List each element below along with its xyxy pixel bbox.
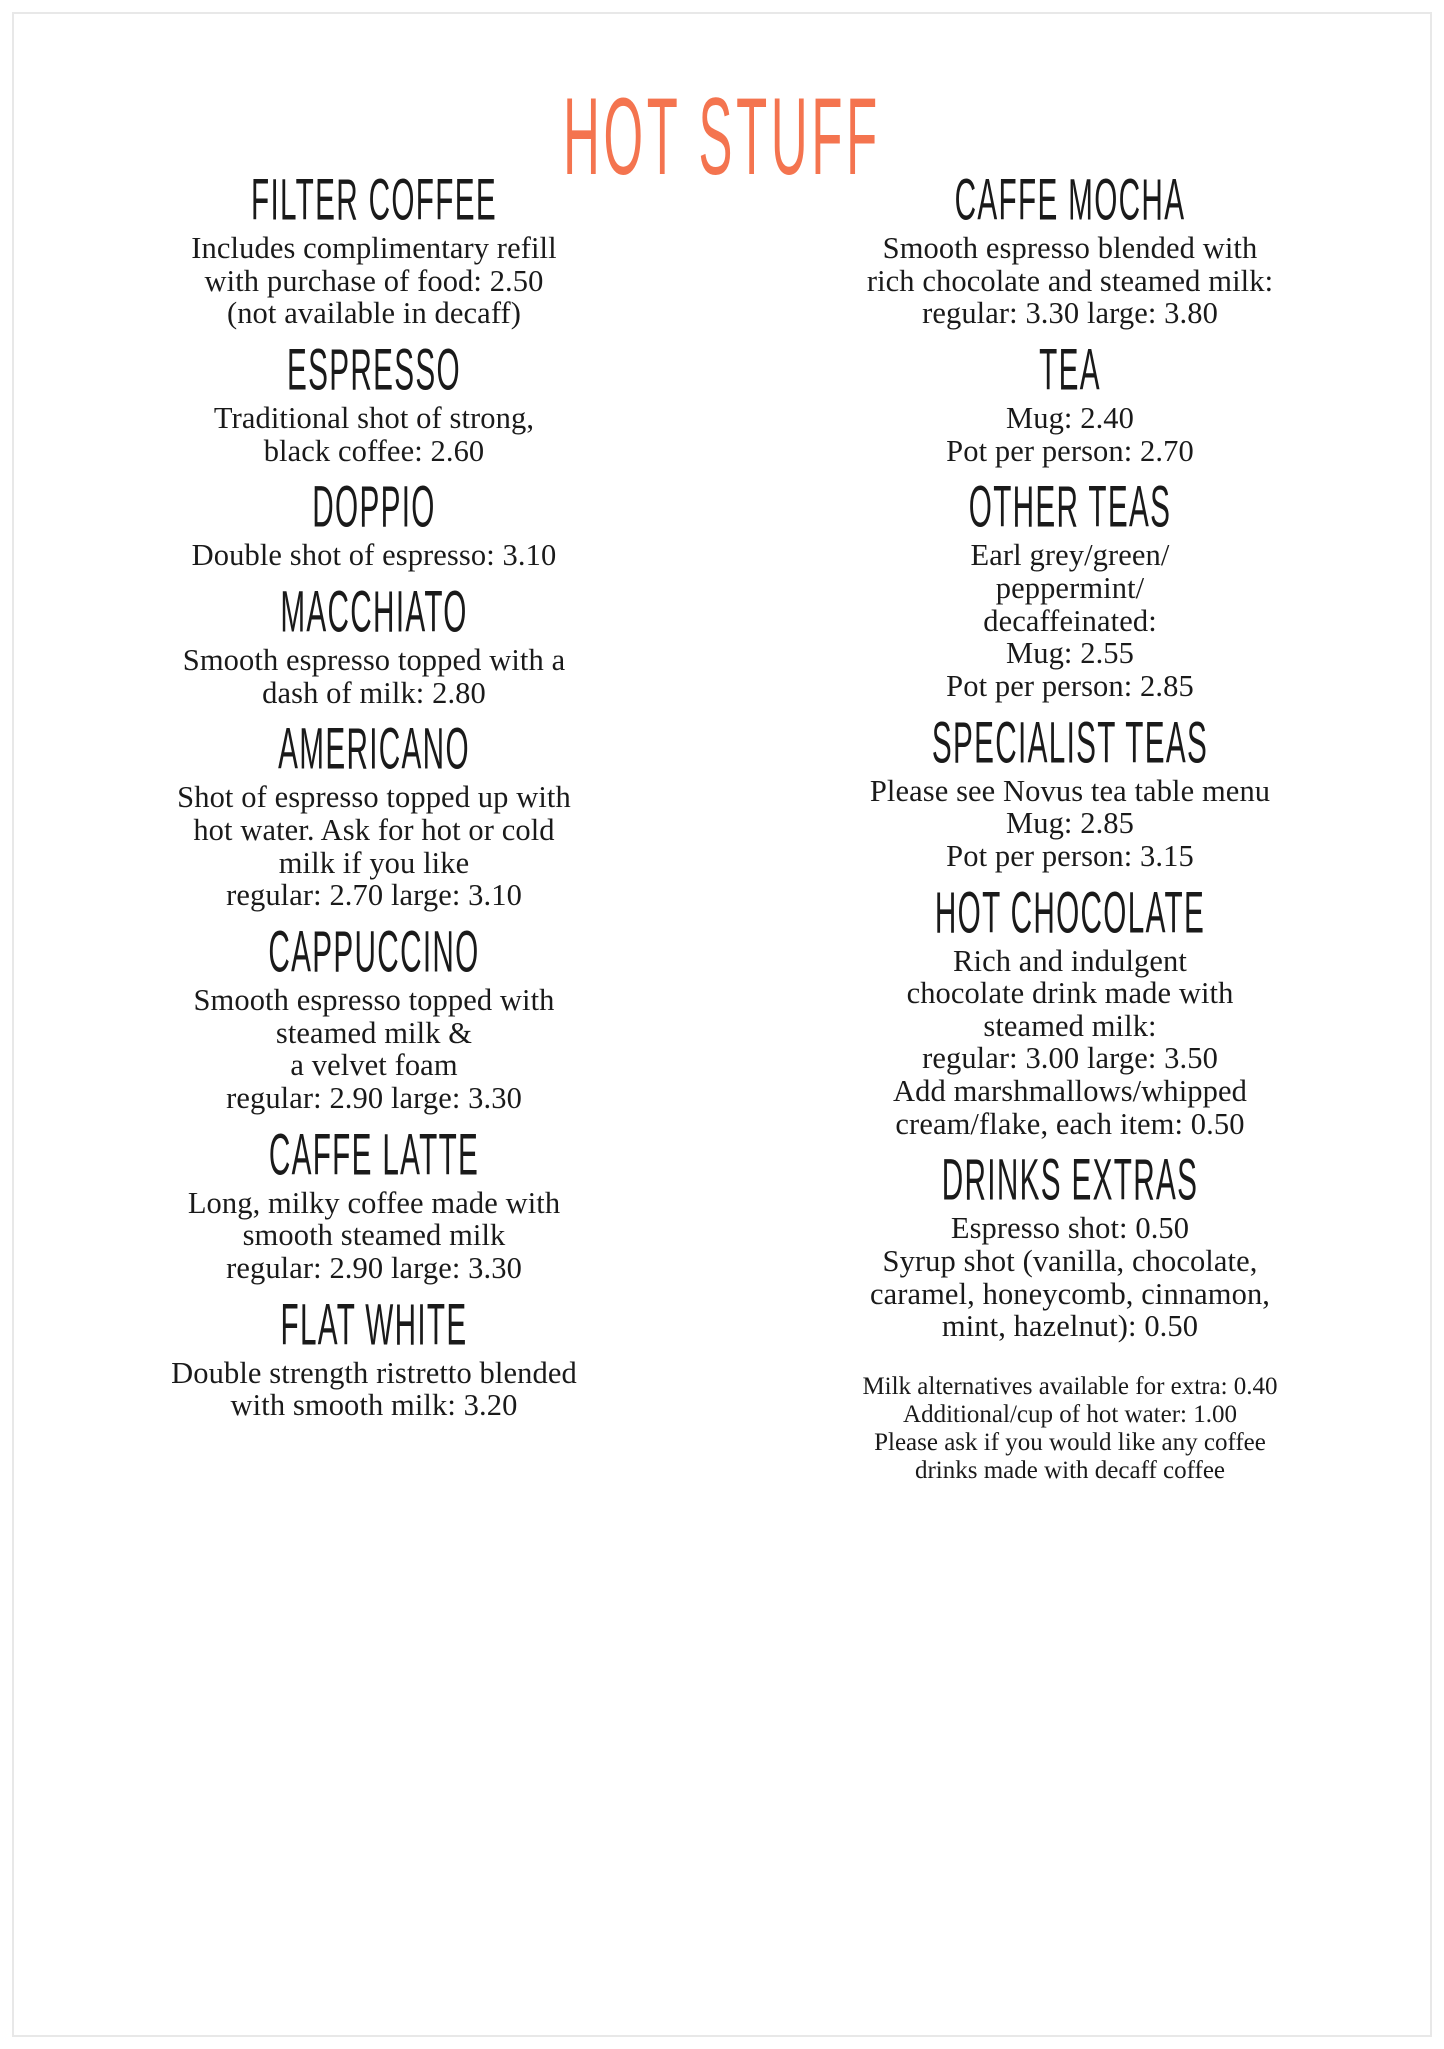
menu-item-americano bbox=[44, 715, 704, 913]
menu-item-line: Smooth espresso topped with a bbox=[182, 643, 566, 678]
footnote-line: Please ask if you would like any coffee bbox=[874, 1428, 1266, 1456]
menu-item-line: regular: 2.90 large: 3.30 bbox=[226, 1080, 522, 1115]
menu-item-name: TEA bbox=[1039, 336, 1101, 403]
menu-item-description bbox=[44, 781, 704, 912]
menu-item-line: Please see Novus tea table menu bbox=[869, 773, 1271, 808]
footnotes bbox=[740, 1373, 1400, 1485]
menu-item-name: OTHER TEAS bbox=[968, 473, 1172, 540]
menu-item-name: SPECIALIST TEAS bbox=[931, 708, 1209, 776]
menu-item-name: ESPRESSO bbox=[287, 336, 461, 403]
menu-item-line: peppermint/ bbox=[995, 571, 1145, 606]
menu-item-description bbox=[44, 1187, 704, 1285]
menu-item-description bbox=[44, 402, 704, 467]
menu-item-name: AMERICANO bbox=[278, 715, 470, 782]
menu-item-name: DOPPIO bbox=[312, 473, 436, 540]
menu-item-description bbox=[740, 1212, 1400, 1343]
menu-item-line: Double strength ristretto blended bbox=[171, 1355, 577, 1390]
menu-item-line: Traditional shot of strong, bbox=[213, 401, 535, 436]
menu-item-line: cream/flake, each item: 0.50 bbox=[895, 1106, 1245, 1141]
menu-item-line: caramel, honeycomb, cinnamon, bbox=[869, 1276, 1271, 1311]
menu-item-line: Mug: 2.85 bbox=[1006, 806, 1134, 841]
menu-item-name: DRINKS EXTRAS bbox=[941, 1146, 1199, 1213]
menu-item-line: regular: 3.00 large: 3.50 bbox=[922, 1041, 1218, 1076]
menu-item-line: steamed milk: bbox=[983, 1008, 1157, 1043]
menu-item-description bbox=[44, 1357, 704, 1422]
menu-item-line: mint, hazelnut): 0.50 bbox=[941, 1309, 1199, 1344]
menu-item-line: Add marshmallows/whipped bbox=[893, 1074, 1247, 1109]
menu-item-caffe-mocha bbox=[740, 166, 1400, 331]
menu-item-doppio bbox=[44, 473, 704, 573]
menu-item-macchiato bbox=[44, 578, 704, 710]
menu-item-description bbox=[740, 402, 1400, 467]
menu-item-line: Espresso shot: 0.50 bbox=[950, 1211, 1190, 1246]
menu-item-description bbox=[44, 232, 704, 330]
menu-item-caffe-latte bbox=[44, 1120, 704, 1285]
menu-item-line: regular: 3.30 large: 3.80 bbox=[922, 296, 1218, 331]
menu-item-drinks-extras bbox=[740, 1146, 1400, 1344]
menu-column-left bbox=[44, 166, 722, 1440]
menu-item-line: (not available in decaff) bbox=[226, 296, 522, 331]
footnote-line: Additional/cup of hot water: 1.00 bbox=[903, 1400, 1237, 1428]
menu-item-line: regular: 2.70 large: 3.10 bbox=[226, 878, 522, 913]
page-title: HOT STUFF bbox=[563, 76, 881, 199]
menu-item-line: Smooth espresso blended with bbox=[882, 231, 1258, 266]
menu-item-description bbox=[44, 644, 704, 709]
menu-item-name: CAPPUCCINO bbox=[268, 918, 480, 985]
menu-item-description bbox=[44, 984, 704, 1115]
menu-item-line: regular: 2.90 large: 3.30 bbox=[226, 1250, 522, 1285]
menu-item-line: Mug: 2.55 bbox=[1006, 636, 1134, 671]
menu-item-name: FILTER COFFEE bbox=[251, 166, 497, 233]
menu-item-name: HOT CHOCOLATE bbox=[934, 878, 1206, 945]
menu-item-line: with smooth milk: 3.20 bbox=[230, 1388, 518, 1423]
menu-item-description bbox=[740, 539, 1400, 702]
menu-item-line: Pot per person: 2.85 bbox=[946, 668, 1194, 703]
menu-item-line: hot water. Ask for hot or cold bbox=[193, 813, 555, 848]
menu-item-line: Pot per person: 2.70 bbox=[946, 433, 1194, 468]
menu-item-line: Syrup shot (vanilla, chocolate, bbox=[882, 1244, 1258, 1279]
menu-item-line: Smooth espresso topped with bbox=[193, 983, 555, 1018]
menu-item-flat-white bbox=[44, 1290, 704, 1423]
menu-item-line: Long, milky coffee made with bbox=[187, 1185, 561, 1220]
menu-item-espresso bbox=[44, 336, 704, 468]
menu-item-line: decaffeinated: bbox=[983, 603, 1157, 638]
menu-item-specialist-teas bbox=[740, 708, 1400, 873]
menu-item-line: Pot per person: 3.15 bbox=[946, 838, 1194, 873]
menu-item-line: smooth steamed milk bbox=[242, 1218, 506, 1253]
menu-item-line: steamed milk & bbox=[275, 1015, 473, 1050]
menu-item-description bbox=[44, 539, 704, 572]
menu-item-tea bbox=[740, 336, 1400, 468]
menu-item-name: FLAT WHITE bbox=[280, 1290, 468, 1358]
menu-item-line: Mug: 2.40 bbox=[1006, 401, 1134, 436]
menu-item-filter-coffee bbox=[44, 166, 704, 331]
menu-item-line: rich chocolate and steamed milk: bbox=[866, 263, 1274, 298]
menu-item-line: chocolate drink made with bbox=[906, 976, 1234, 1011]
menu-column-right bbox=[722, 166, 1400, 1485]
menu-item-description bbox=[740, 945, 1400, 1141]
menu-item-line: Rich and indulgent bbox=[953, 943, 1187, 978]
menu-columns bbox=[0, 166, 1444, 1485]
menu-item-description bbox=[740, 232, 1400, 330]
menu-item-description bbox=[740, 775, 1400, 873]
footnote-line: Milk alternatives available for extra: 0.40 bbox=[862, 1372, 1278, 1400]
menu-item-line: milk if you like bbox=[278, 845, 470, 880]
menu-item-name: CAFFE LATTE bbox=[268, 1120, 480, 1188]
menu-item-line: a velvet foam bbox=[290, 1048, 458, 1083]
menu-item-line: Includes complimentary refill bbox=[191, 231, 557, 266]
menu-item-name: CAFFE MOCHA bbox=[954, 166, 1186, 233]
menu-item-other-teas bbox=[740, 473, 1400, 703]
footnote-line: drinks made with decaff coffee bbox=[914, 1456, 1226, 1484]
menu-item-line: with purchase of food: 2.50 bbox=[204, 263, 544, 298]
menu-item-line: black coffee: 2.60 bbox=[263, 433, 485, 468]
menu-item-line: Earl grey/green/ bbox=[970, 538, 1170, 573]
menu-item-name: MACCHIATO bbox=[280, 578, 468, 645]
menu-item-line: Shot of espresso topped up with bbox=[177, 780, 571, 815]
menu-item-cappuccino bbox=[44, 918, 704, 1115]
menu-item-hot-chocolate bbox=[740, 878, 1400, 1141]
menu-item-line: dash of milk: 2.80 bbox=[262, 675, 486, 710]
menu-item-line: Double shot of espresso: 3.10 bbox=[191, 538, 557, 573]
